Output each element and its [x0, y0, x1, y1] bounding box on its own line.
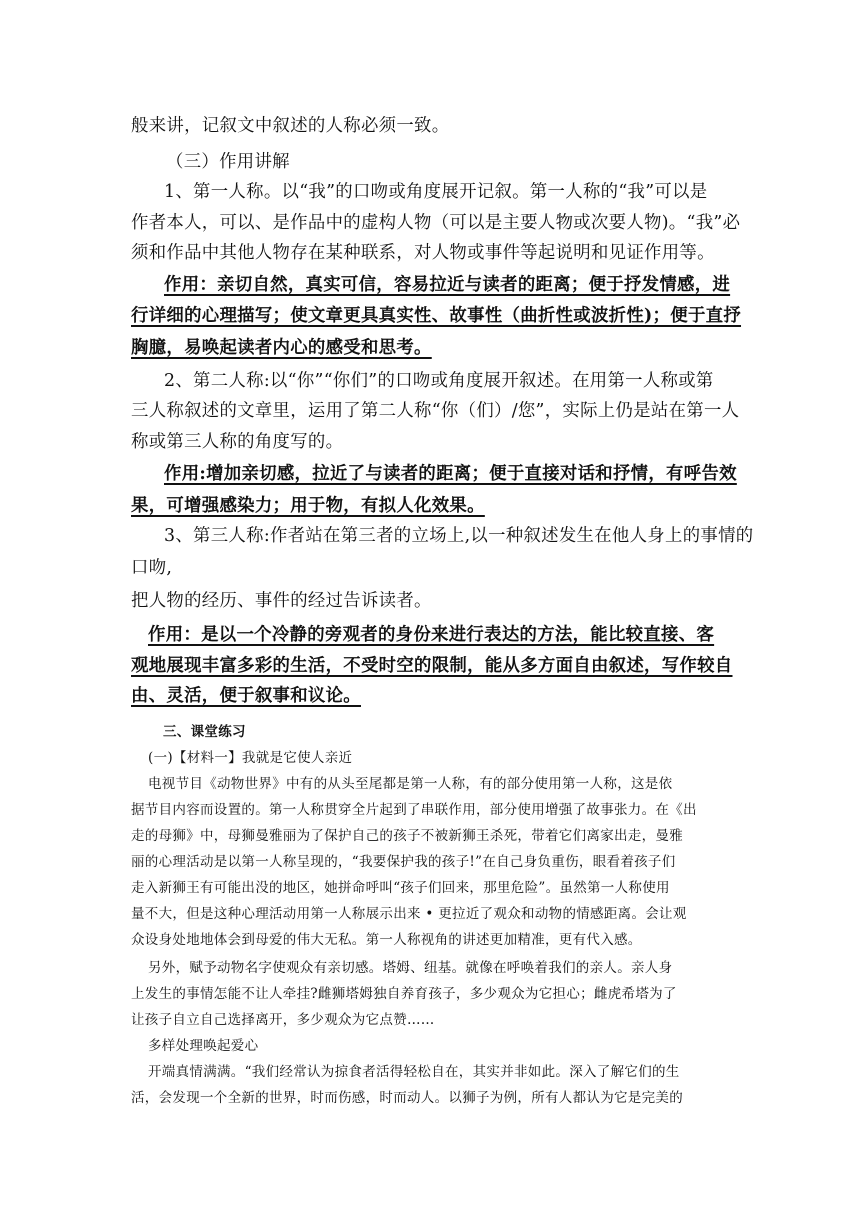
emphasis-line: 观地展现丰富多彩的生活，不受时空的限制，能从多方面自由叙述，写作较自 — [131, 656, 733, 676]
text-line: 须和作品中其他人物存在某种联系，对人物或事件等起说明和见证作用等。 — [131, 243, 715, 263]
text-line: 走的母狮》中，母狮曼雅丽为了保护自己的孩子不被新狮王杀死，带着它们离家出走，曼雅 — [131, 828, 683, 844]
text-line: 作者本人，可以、是作品中的虚构人物（可以是主要人物或次要人物)。“我”必 — [131, 213, 741, 233]
text-line: 三人称叙述的文章里，运用了第二人称“你（们）/您”，实际上仍是站在第一人 — [131, 401, 740, 421]
text-line: 另外，赋予动物名字使观众有亲切感。塔姆、纽基。就像在呼唤着我们的亲人。亲人身 — [148, 960, 673, 976]
text-line: 2、第二人称:以“你”“你们”的口吻或角度展开叙述。在用第一人称或第 — [164, 371, 714, 391]
section-heading: 三、课堂练习 — [163, 724, 246, 740]
emphasis-line: 作用：是以一个冷静的旁观者的身份来进行表达的方法，能比较直接、客 — [148, 625, 715, 645]
text-line: 让孩子自立自己选择离开，多少观众为它点赞…… — [131, 1012, 435, 1028]
emphasis-line: 行详细的心理描写；使文章更具真实性、故事性（曲折性或波折性)；便于直抒 — [131, 306, 742, 326]
text-line: 众设身处地地体会到母爱的伟大无私。第一人称视角的讲述更加精准，更有代入感。 — [131, 932, 642, 948]
text-line: 据节目内容而设置的。第一人称贯穿全片起到了串联作用，部分使用增强了故事张力。在《出 — [131, 802, 697, 818]
text-line: 量不大，但是这种心理活动用第一人称展示出来 • 更拉近了观众和动物的情感距离。会让观 — [131, 906, 687, 922]
text-line: 丽的心理活动是以第一人称呈现的，“我要保护我的孩子!”在自己身负重伤，眼看着孩子们 — [131, 854, 676, 870]
text-line: 上发生的事情怎能不让人牵挂?雌狮塔姆独自养育孩子，多少观众为它担心；雌虎希塔为了 — [131, 986, 677, 1002]
text-line: 3、第三人称:作者站在第三者的立场上,以一种叙述发生在他人身上的事情的 — [164, 526, 754, 546]
text-line: 把人物的经历、事件的经过告诉读者。 — [131, 591, 432, 611]
text-line: 般来讲，记叙文中叙述的人称必须一致。 — [131, 116, 450, 136]
text-line: 开端真情满满。“我们经常认为掠食者活得轻松自在，其实并非如此。深入了解它们的生 — [148, 1064, 680, 1080]
text-line: 走入新狮王有可能出没的地区，她拼命呼叫“孩子们回来，那里危险”。虽然第一人称使用 — [131, 880, 670, 896]
text-line: 电视节目《动物世界》中有的从头至尾都是第一人称，有的部分使用第一人称，这是依 — [148, 776, 673, 792]
text-line: 称或第三人称的角度写的。 — [131, 432, 344, 452]
emphasis-line: 作用：亲切自然，真实可信，容易拉近与读者的距离；便于抒发情感，进 — [164, 275, 731, 295]
subheading: 多样处理唤起爱心 — [148, 1038, 259, 1054]
text-line: 活，会发现一个全新的世界，时而伤感，时而动人。以狮子为例，所有人都认为它是完美的 — [131, 1090, 683, 1106]
section-heading: （三）作用讲解 — [166, 152, 290, 172]
emphasis-line: 由、灵活，便于叙事和议论。 — [131, 686, 361, 706]
emphasis-line: 胸臆，易唤起读者内心的感受和思考。 — [131, 338, 432, 358]
text-line: 1、第一人称。以“我”的口吻或角度展开记叙。第一人称的“我”可以是 — [164, 182, 708, 202]
emphasis-line: 果，可增强感染力；用于物，有拟人化效果。 — [131, 496, 485, 516]
material-heading: (一)【材料一】我就是它使人亲近 — [148, 750, 353, 766]
text-line: 口吻, — [131, 558, 173, 578]
emphasis-line: 作用:增加亲切感，拉近了与读者的距离；便于直接对话和抒情，有呼告效 — [164, 464, 737, 484]
